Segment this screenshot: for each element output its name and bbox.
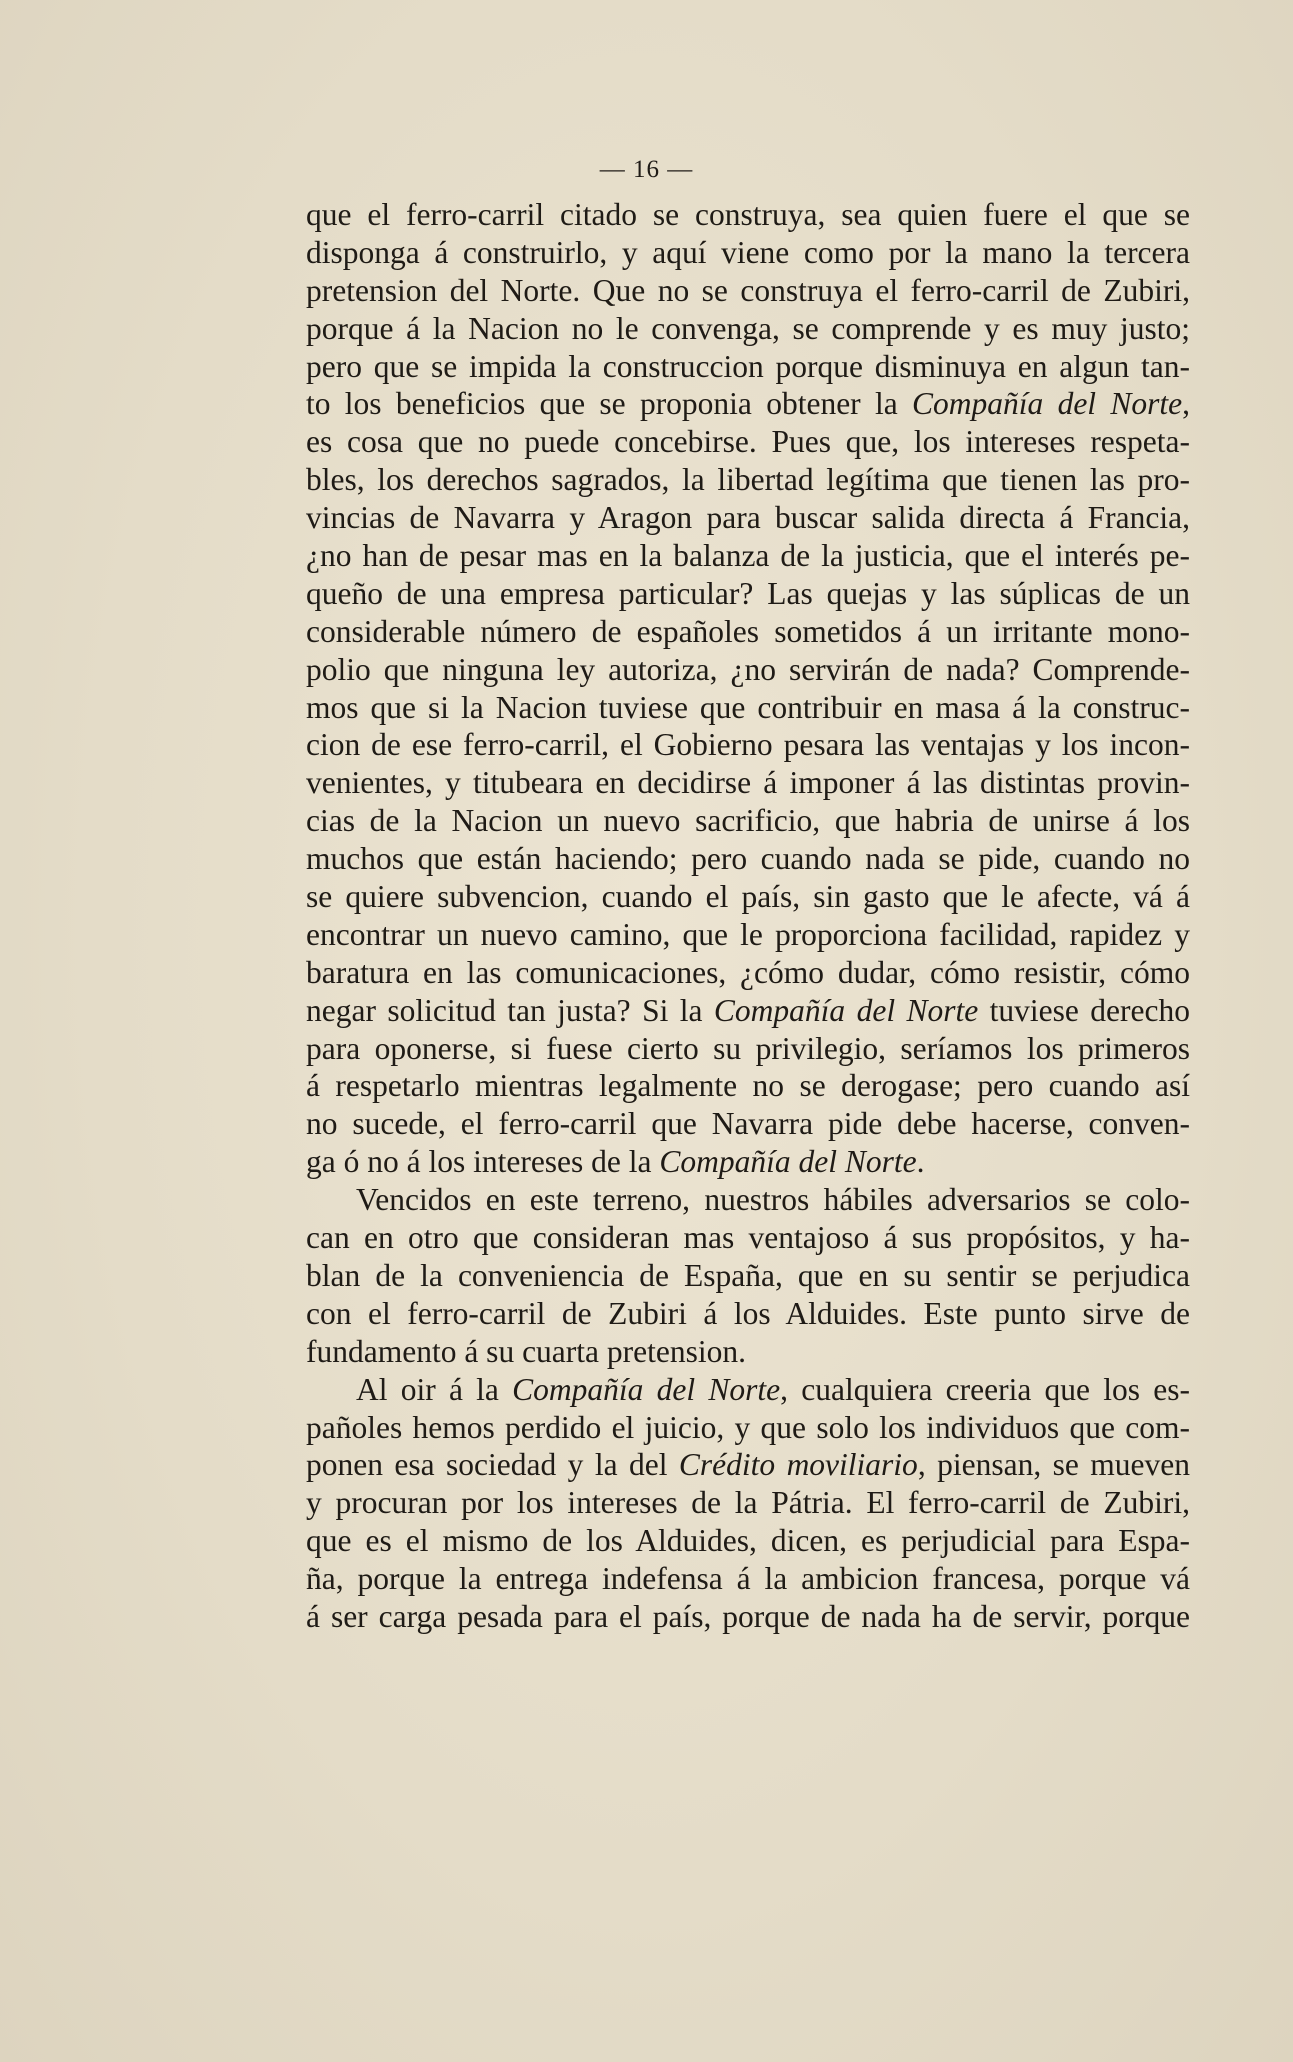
text-span: ¿no han de pesar mas en la balanza de la justicia, que el interés pe-	[306, 538, 1190, 574]
text-span: venientes, y titubeara en decidirse á imponer á las distintas provin-	[306, 765, 1190, 801]
text-span: ponen esa sociedad y la del	[306, 1447, 679, 1483]
text-span: tuviese derecho	[978, 992, 1190, 1028]
text-span: cias de la Nacion un nuevo sacrificio, que habria de unirse á los	[306, 803, 1190, 839]
text-line	[306, 1409, 1190, 1447]
text-span: no sucede, el ferro-carril que Navarra pide debe hacerse, conven-	[306, 1106, 1190, 1142]
text-line	[306, 954, 1190, 992]
italic-text: Compañía del Norte	[659, 1144, 917, 1180]
text-line	[306, 310, 1190, 348]
text-line	[306, 992, 1190, 1030]
text-line	[306, 689, 1190, 727]
text-line	[306, 651, 1190, 689]
text-span: que es el mismo de los Alduides, dicen, es perjudicial para Espa-	[306, 1523, 1190, 1559]
text-span: polio que ninguna ley autoriza, ¿no servirán de nada? Comprende-	[306, 651, 1190, 687]
text-line	[306, 196, 1190, 234]
text-line	[306, 840, 1190, 878]
text-span: mos que si la Nacion tuviese que contribuir en masa á la construc-	[306, 689, 1190, 725]
text-line	[306, 1067, 1190, 1105]
text-line	[306, 1219, 1190, 1257]
text-span: para oponerse, si fuese cierto su privilegio, seríamos los primeros	[306, 1030, 1190, 1066]
text-line	[306, 1105, 1190, 1143]
text-span: á respetarlo mientras legalmente no se derogase; pero cuando así	[306, 1068, 1190, 1104]
text-span: disponga á construirlo, y aquí viene como por la mano la tercera	[306, 234, 1190, 270]
text-line	[306, 575, 1190, 613]
text-span: pretension del Norte. Que no se construya el ferro-carril de Zubiri,	[306, 272, 1190, 308]
text-line	[306, 461, 1190, 499]
text-span: , cualquiera creeria que los es-	[780, 1371, 1190, 1407]
text-line	[306, 537, 1190, 575]
text-span: es cosa que no puede concebirse. Pues que, los intereses respeta-	[306, 424, 1190, 460]
text-span: encontrar un nuevo camino, que le proporciona facilidad, rapidez y	[306, 916, 1190, 952]
text-span: to los beneficios que se proponia obtener la	[306, 386, 913, 422]
text-span: Vencidos en este terreno, nuestros hábiles adversarios se colo-	[356, 1182, 1190, 1218]
text-line	[306, 1257, 1190, 1295]
text-line	[306, 272, 1190, 310]
text-span: fundamento á su cuarta pretension.	[306, 1333, 746, 1369]
text-line	[306, 802, 1190, 840]
text-span: can en otro que consideran mas ventajoso á sus propósitos, y ha-	[306, 1220, 1190, 1256]
text-span: bles, los derechos sagrados, la libertad legítima que tienen las pro-	[306, 462, 1190, 498]
text-line	[306, 1181, 1190, 1219]
text-line	[306, 499, 1190, 537]
italic-text: Crédito moviliario	[678, 1447, 918, 1483]
text-span: blan de la conveniencia de España, que en su sentir se perjudica	[306, 1257, 1190, 1293]
text-span: considerable número de españoles sometidos á un irritante mono-	[306, 613, 1190, 649]
text-span: ,	[1182, 386, 1190, 422]
text-line	[306, 1143, 1190, 1181]
text-span: y procuran por los intereses de la Pátria. El ferro-carril de Zubiri,	[306, 1485, 1190, 1521]
text-line	[306, 348, 1190, 386]
italic-text: Compañía del Norte	[912, 386, 1183, 422]
italic-text: Compañía del Norte	[512, 1371, 781, 1407]
text-span: á ser carga pesada para el país, porque de nada ha de servir, porque	[306, 1598, 1190, 1634]
text-line	[306, 1333, 1190, 1371]
text-span: cion de ese ferro-carril, el Gobierno pesara las ventajas y los incon-	[306, 727, 1190, 763]
text-span: baratura en las comunicaciones, ¿cómo dudar, cómo resistir, cómo	[306, 954, 1190, 990]
text-line	[306, 1295, 1190, 1333]
text-line	[306, 1522, 1190, 1560]
text-line	[306, 1446, 1190, 1484]
text-line	[306, 234, 1190, 272]
text-line	[306, 1484, 1190, 1522]
text-line	[306, 423, 1190, 461]
text-span: pañoles hemos perdido el juicio, y que solo los individuos que com-	[306, 1409, 1190, 1445]
text-span: con el ferro-carril de Zubiri á los Alduides. Este punto sirve de	[306, 1295, 1190, 1331]
text-line	[306, 1030, 1190, 1068]
text-span: ña, porque la entrega indefensa á la ambicion francesa, porque vá	[306, 1561, 1190, 1597]
text-line	[306, 878, 1190, 916]
text-span: .	[916, 1144, 925, 1180]
text-line	[306, 726, 1190, 764]
text-line	[306, 764, 1190, 802]
body-text	[306, 196, 1190, 1636]
text-span: porque á la Nacion no le convenga, se comprende y es muy justo;	[306, 310, 1190, 346]
italic-text: Compañía del Norte	[713, 992, 979, 1028]
text-span: que el ferro-carril citado se construya, sea quien fuere el que se	[306, 197, 1190, 232]
text-line	[306, 1371, 1190, 1409]
text-line	[306, 1560, 1190, 1598]
text-span: queño de una empresa particular? Las quejas y las súplicas de un	[306, 575, 1190, 611]
text-span: , piensan, se mueven	[917, 1447, 1190, 1483]
text-span: muchos que están haciendo; pero cuando nada se pide, cuando no	[306, 841, 1190, 877]
text-line	[306, 916, 1190, 954]
page-number: — 16 —	[599, 156, 694, 183]
text-span: ga ó no á los intereses de la	[306, 1144, 660, 1180]
text-span: Al oir á la	[356, 1371, 513, 1407]
text-span: pero que se impida la construccion porque disminuya en algun tan-	[306, 348, 1190, 384]
text-line	[306, 385, 1190, 423]
text-line	[306, 1598, 1190, 1636]
text-span: se quiere subvencion, cuando el país, sin gasto que le afecte, vá á	[306, 879, 1190, 915]
text-span: negar solicitud tan justa? Si la	[306, 992, 714, 1028]
text-line	[306, 613, 1190, 651]
text-span: vincias de Navarra y Aragon para buscar salida directa á Francia,	[306, 500, 1190, 536]
